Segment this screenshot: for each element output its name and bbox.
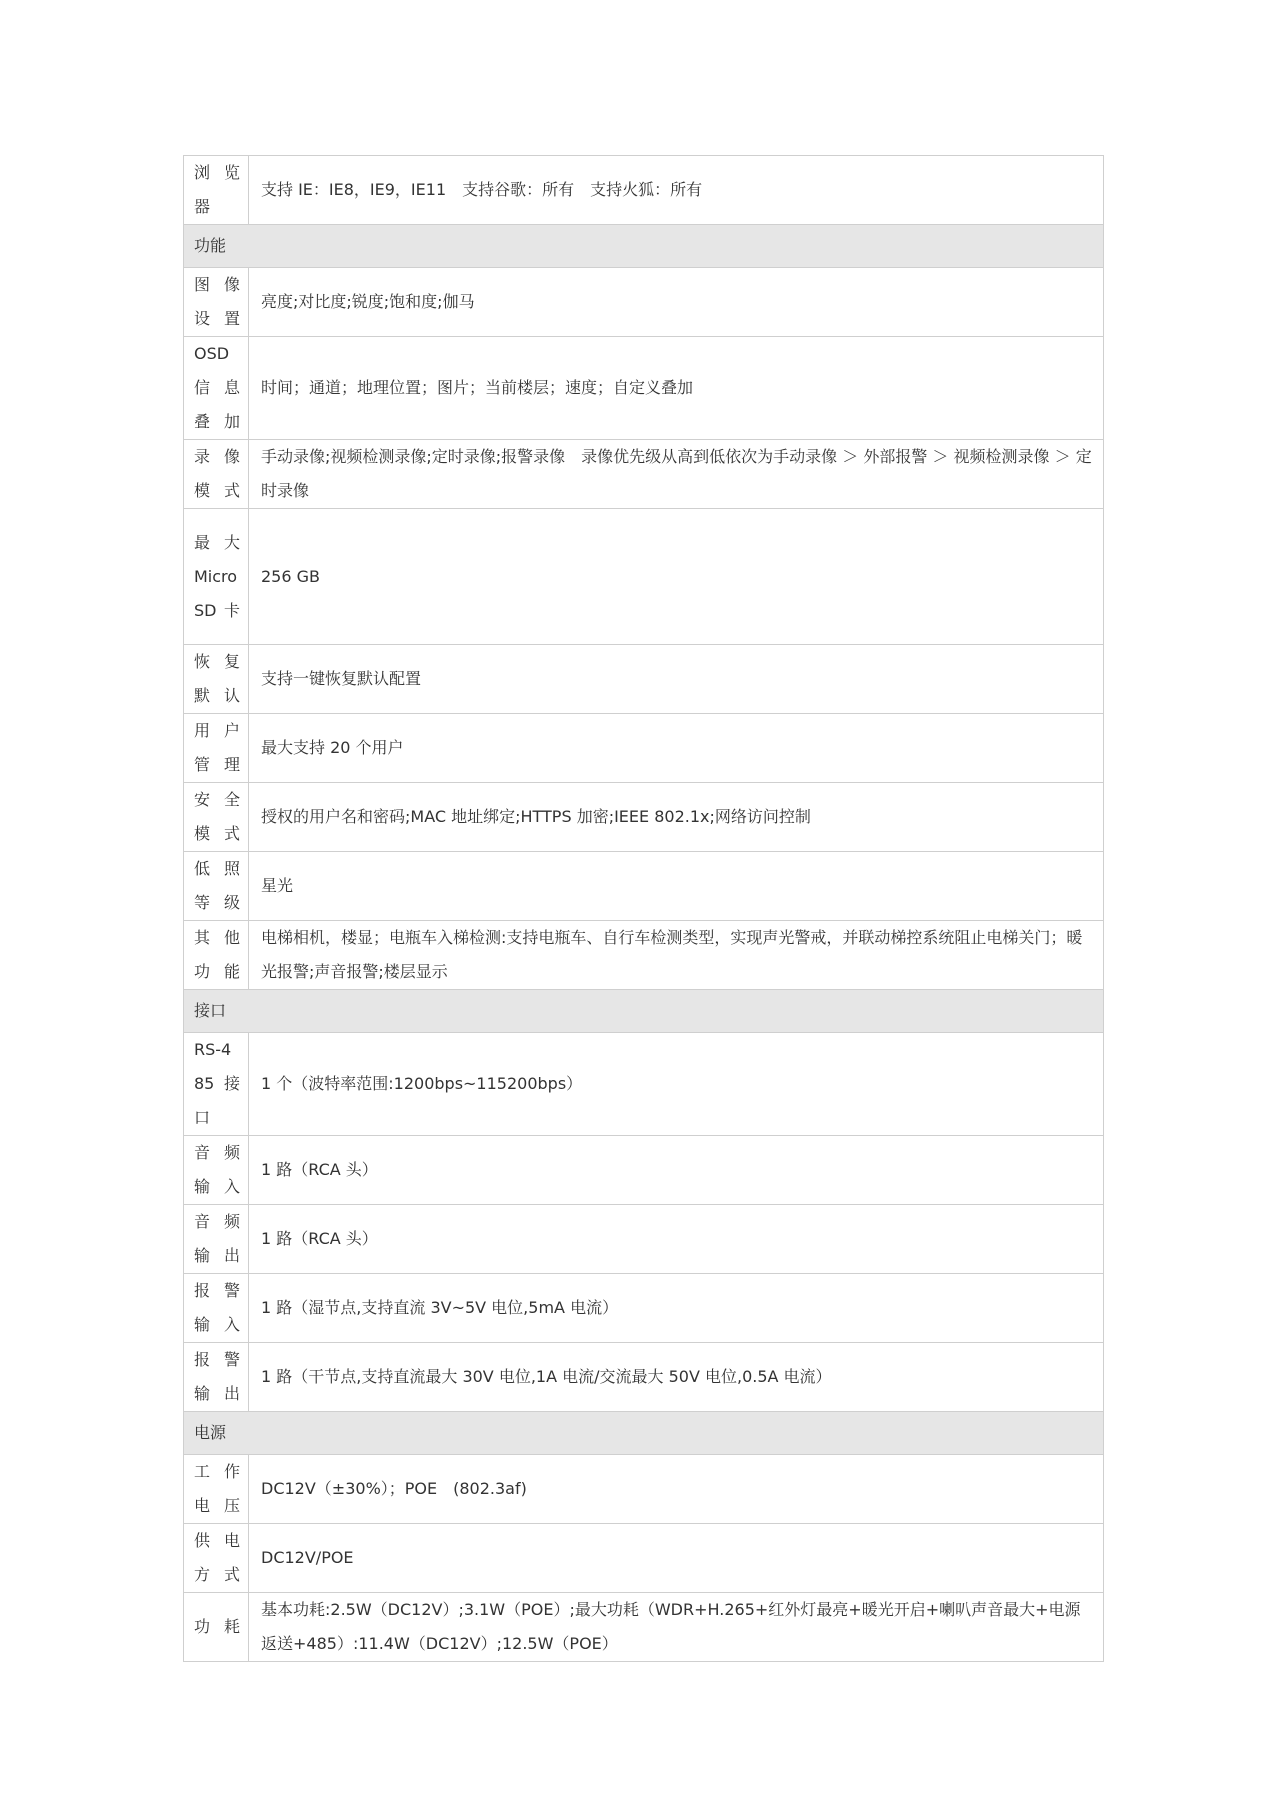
- spec-row: [184, 921, 1104, 990]
- spec-key: 安全模式: [184, 783, 249, 852]
- spec-value: DC12V/POE: [249, 1524, 1104, 1593]
- section-header: 接口: [184, 990, 1104, 1033]
- spec-row: [184, 1274, 1104, 1343]
- spec-value: 授权的用户名和密码;MAC 地址绑定;HTTPS 加密;IEEE 802.1x;网络访问控制: [249, 783, 1104, 852]
- spec-key: 用户管理: [184, 714, 249, 783]
- spec-value: 1 路（湿节点,支持直流 3V~5V 电位,5mA 电流）: [249, 1274, 1104, 1343]
- spec-key: 录像模式: [184, 440, 249, 509]
- spec-key: 恢复默认: [184, 645, 249, 714]
- spec-row: [184, 1136, 1104, 1205]
- spec-key: 图像设置: [184, 268, 249, 337]
- spec-key: OSD 信息叠加: [184, 337, 249, 440]
- spec-row: [184, 440, 1104, 509]
- spec-key: 报警输出: [184, 1343, 249, 1412]
- spec-key: 浏览器: [184, 156, 249, 225]
- spec-row: [184, 1343, 1104, 1412]
- spec-row: [184, 268, 1104, 337]
- spec-key: 其他功能: [184, 921, 249, 990]
- spec-table-body: [184, 156, 1104, 1662]
- spec-value: 1 路（干节点,支持直流最大 30V 电位,1A 电流/交流最大 50V 电位,0.5A 电流）: [249, 1343, 1104, 1412]
- spec-row: [184, 1524, 1104, 1593]
- spec-value: 星光: [249, 852, 1104, 921]
- spec-value: 1 路（RCA 头）: [249, 1136, 1104, 1205]
- section-header: 功能: [184, 225, 1104, 268]
- spec-key: RS-485 接口: [184, 1033, 249, 1136]
- section-header: 电源: [184, 1412, 1104, 1455]
- spec-value: 手动录像;视频检测录像;定时录像;报警录像 录像优先级从高到低依次为手动录像 ＞ 外部报警 ＞ 视频检测录像 ＞ 定时录像: [249, 440, 1104, 509]
- section-header-row: [184, 1412, 1104, 1455]
- spec-value: 最大支持 20 个用户: [249, 714, 1104, 783]
- spec-row: [184, 156, 1104, 225]
- spec-value: 256 GB: [249, 509, 1104, 645]
- spec-value: 基本功耗:2.5W（DC12V）;3.1W（POE）;最大功耗（WDR+H.265+红外灯最亮+暖光开启+喇叭声音最大+电源返送+485）:11.4W（DC12V）;12.5W（POE）: [249, 1593, 1104, 1662]
- spec-row: [184, 783, 1104, 852]
- spec-value: 支持一键恢复默认配置: [249, 645, 1104, 714]
- spec-row: [184, 1033, 1104, 1136]
- section-header-row: [184, 225, 1104, 268]
- spec-key: 工作电压: [184, 1455, 249, 1524]
- spec-key: 音频输出: [184, 1205, 249, 1274]
- spec-value: DC12V（±30%）；POE (802.3af): [249, 1455, 1104, 1524]
- spec-value: 亮度;对比度;锐度;饱和度;伽马: [249, 268, 1104, 337]
- spec-key: 最大 Micro SD 卡: [184, 509, 249, 645]
- spec-row: [184, 1455, 1104, 1524]
- spec-key: 供电方式: [184, 1524, 249, 1593]
- spec-row: [184, 509, 1104, 645]
- spec-value: 1 路（RCA 头）: [249, 1205, 1104, 1274]
- spec-value: 1 个（波特率范围:1200bps~115200bps）: [249, 1033, 1104, 1136]
- spec-row: [184, 852, 1104, 921]
- spec-row: [184, 714, 1104, 783]
- spec-value: 时间；通道；地理位置；图片；当前楼层；速度；自定义叠加: [249, 337, 1104, 440]
- spec-key: 报警输入: [184, 1274, 249, 1343]
- spec-row: [184, 337, 1104, 440]
- spec-row: [184, 1593, 1104, 1662]
- spec-table: [183, 155, 1104, 1662]
- spec-key: 功耗: [184, 1593, 249, 1662]
- spec-value: 支持 IE：IE8，IE9，IE11 支持谷歌：所有 支持火狐：所有: [249, 156, 1104, 225]
- spec-row: [184, 1205, 1104, 1274]
- spec-key: 音频输入: [184, 1136, 249, 1205]
- spec-page: [183, 155, 1104, 1662]
- spec-value: 电梯相机，楼显；电瓶车入梯检测:支持电瓶车、自行车检测类型，实现声光警戒，并联动梯控系统阻止电梯关门；暖光报警;声音报警;楼层显示: [249, 921, 1104, 990]
- spec-row: [184, 645, 1104, 714]
- section-header-row: [184, 990, 1104, 1033]
- spec-key: 低照等级: [184, 852, 249, 921]
